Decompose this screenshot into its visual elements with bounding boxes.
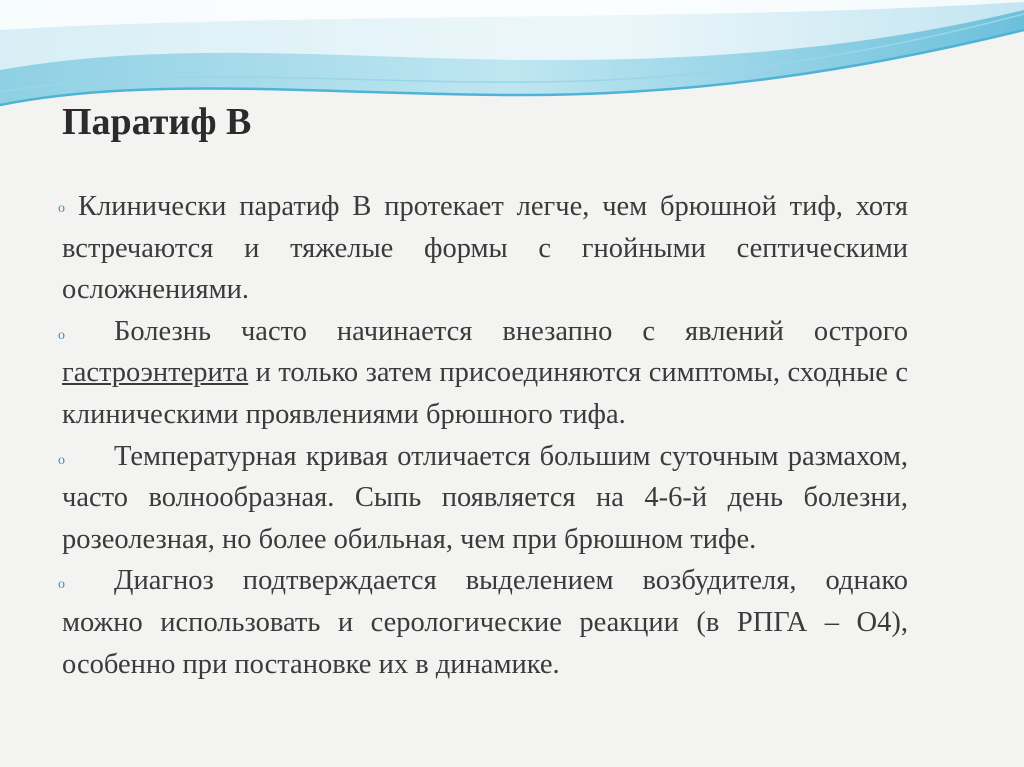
paragraph-3-text: Температурная кривая отличается большим суточным размахом, часто волнообразная. Сыпь появляется на 4-6-й день болезни, розеолезная, но более обильная, чем при брюшном тифе.: [62, 440, 908, 555]
bullet-icon: o: [58, 452, 65, 468]
bullet-icon: o: [58, 201, 65, 216]
paragraph-2: [58, 311, 908, 436]
paragraph-1: [58, 186, 908, 311]
paragraph-2-text-end: и только затем присоединяются симптомы, сходные с клиническими проявлениями брюшного тифа.: [62, 357, 908, 430]
paragraph-1-text: Клинически паратиф В протекает легче, чем брюшной тиф, хотя встречаются и тяжелые формы с гнойными септическими осложнениями.: [62, 191, 908, 306]
bullet-icon: o: [58, 327, 65, 343]
bullet-icon: o: [58, 577, 65, 593]
gastroenteritis-link[interactable]: гастроэнтерита: [62, 357, 249, 389]
slide-title: Паратиф В: [62, 101, 252, 143]
paragraph-2-text-start: Болезнь часто начинается внезапно с явлений острого: [114, 315, 908, 347]
paragraph-3: [58, 436, 908, 561]
paragraph-4-text: Диагноз подтверждается выделением возбудителя, однако можно использовать и серологические реакции (в РПГА – О4), особенно при постановке их в динамике.: [62, 565, 908, 680]
slide-body: [58, 186, 908, 685]
paragraph-4: [58, 560, 908, 685]
